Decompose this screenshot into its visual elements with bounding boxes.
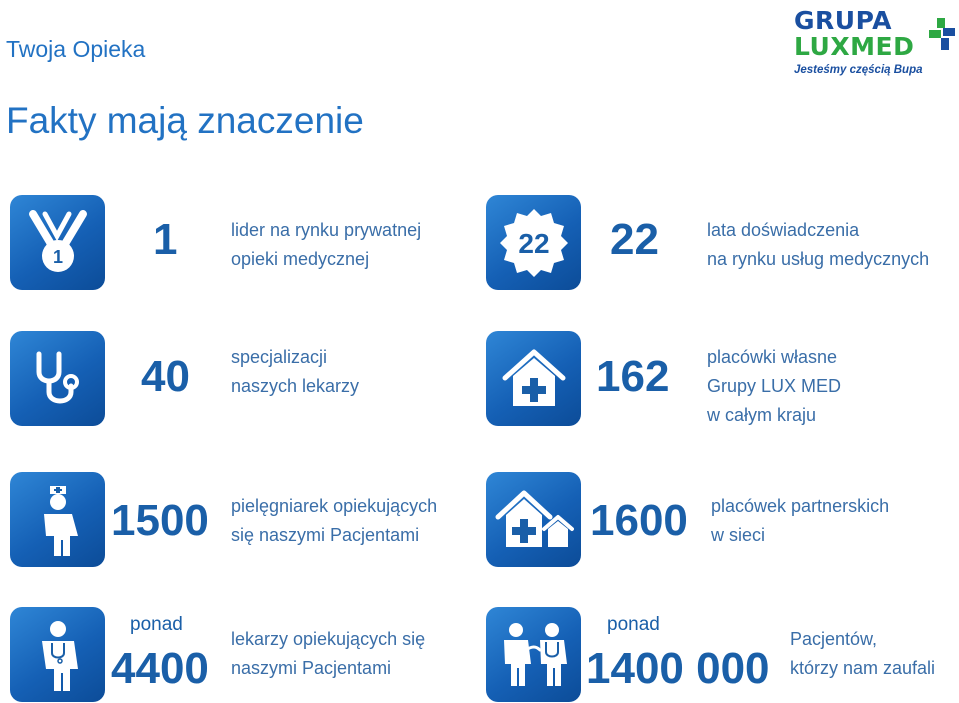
- fact-tile-doctor: [10, 607, 105, 702]
- fact-tile-clinics-network: [486, 472, 581, 567]
- fact-value: 40: [141, 352, 190, 401]
- fact-desc-line: w całym kraju: [707, 405, 817, 425]
- fact-desc-line: się naszymi Pacjentami: [231, 525, 420, 545]
- logo-cross-icon: [927, 16, 957, 52]
- fact-prefix: ponad: [607, 614, 660, 635]
- fact-tile-clinic: [486, 331, 581, 426]
- fact-value: 1400 000: [586, 644, 770, 693]
- fact-desc-line: lider na rynku prywatnej: [231, 220, 422, 240]
- badge-22-icon: [496, 205, 572, 281]
- badge-text: 22: [517, 227, 550, 259]
- fact-desc-line: lata doświadczenia: [707, 220, 860, 240]
- fact-tile-doctor-patient: [486, 607, 581, 702]
- page-title: Fakty mają znaczenie: [6, 100, 364, 141]
- fact-desc-line: na rynku usług medycznych: [707, 249, 930, 269]
- fact-desc-line: specjalizacji: [231, 347, 328, 367]
- fact-desc-line: lekarzy opiekujących się: [231, 629, 426, 649]
- fact-value: 1600: [590, 496, 688, 545]
- fact-value: 1500: [111, 496, 209, 545]
- fact-value: 22: [610, 215, 659, 264]
- fact-desc-line: Pacjentów,: [790, 629, 878, 649]
- nurse-icon: [28, 482, 88, 558]
- logo-tagline: Jesteśmy częścią Bupa: [794, 64, 923, 76]
- fact-desc-line: placówek partnerskich: [711, 496, 890, 516]
- fact-desc-line: naszymi Pacjentami: [231, 658, 392, 678]
- medal-icon: [23, 208, 93, 278]
- fact-desc-line: pielęgniarek opiekujących: [231, 496, 438, 516]
- doctor-patient-icon: [496, 620, 572, 690]
- fact-tile-medal: [10, 195, 105, 290]
- svg-text:1: 1: [52, 246, 63, 267]
- fact-desc-line: placówki własne: [707, 347, 838, 367]
- clinic-icon: [499, 344, 569, 414]
- fact-desc-line: którzy nam zaufali: [790, 658, 936, 678]
- fact-prefix: ponad: [130, 614, 183, 635]
- stethoscope-icon: [25, 346, 91, 412]
- fact-tile-badge: [486, 195, 581, 290]
- fact-desc-line: Grupy LUX MED: [707, 376, 842, 396]
- fact-desc-line: naszych lekarzy: [231, 376, 360, 396]
- fact-value: 1: [153, 215, 178, 264]
- clinics-network-icon: [494, 485, 574, 555]
- section-label: Twoja Opieka: [6, 36, 146, 62]
- fact-tile-nurse: [10, 472, 105, 567]
- logo-line-1: GRUPA: [794, 6, 892, 35]
- fact-value: 4400: [111, 644, 209, 693]
- fact-tile-stethoscope: [10, 331, 105, 426]
- doctor-icon: [30, 617, 86, 693]
- logo-line-2: LUXMED: [794, 32, 915, 61]
- fact-desc-line: opieki medycznej: [231, 249, 370, 269]
- fact-desc-line: w sieci: [711, 525, 766, 545]
- fact-value: 162: [596, 352, 670, 401]
- company-logo: [790, 4, 955, 82]
